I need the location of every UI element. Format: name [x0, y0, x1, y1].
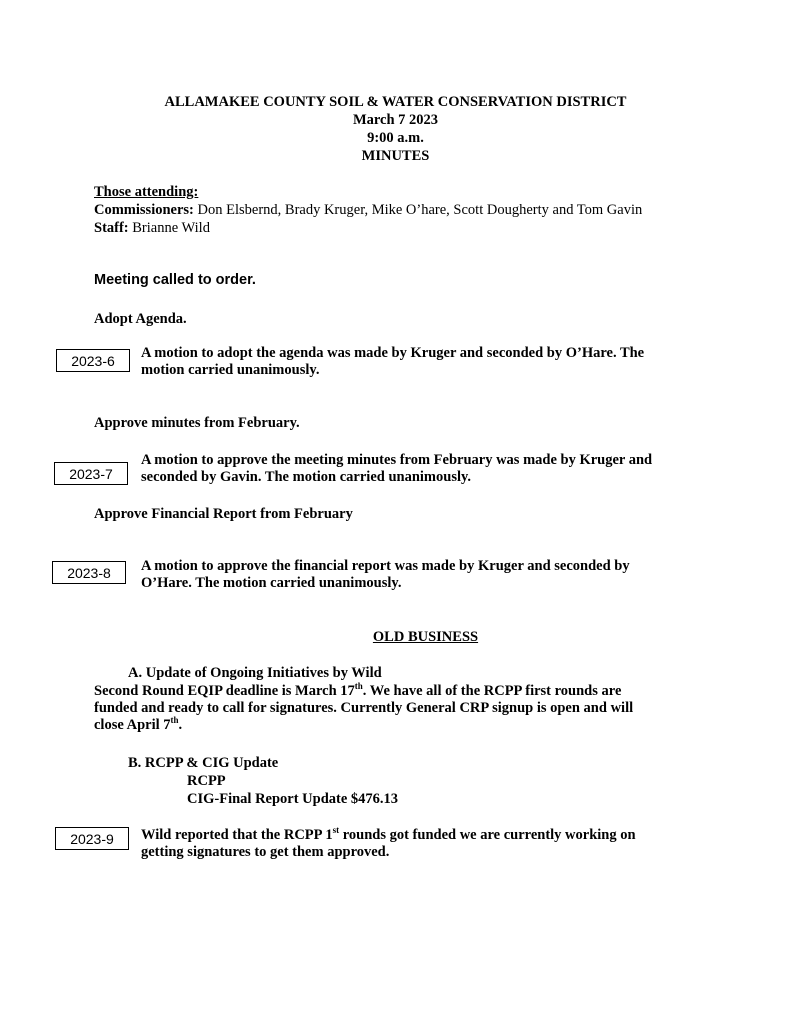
- old-business-heading: OLD BUSINESS: [372, 629, 479, 645]
- motion-line: getting signatures to get them approved.: [141, 844, 390, 860]
- item-a-line: Second Round EQIP deadline is March 17th. We have all of the RCPP first rounds are: [94, 681, 622, 699]
- motion-line: Wild reported that the RCPP 1st rounds got funded we are currently working on: [141, 825, 636, 843]
- item-b-sub: RCPP: [187, 773, 226, 789]
- motion-line: motion carried unanimously.: [141, 362, 320, 378]
- commissioners-line: [94, 202, 642, 219]
- motion-text: [141, 558, 630, 592]
- motion-number: 2023-6: [71, 352, 115, 369]
- item-b-heading: B. RCPP & CIG Update: [128, 755, 279, 771]
- staff-label: Staff:: [94, 220, 129, 236]
- motion-number-box: [54, 462, 128, 485]
- item-a-line: close April 7th.: [94, 715, 183, 733]
- staff-line: [94, 220, 210, 237]
- motion-text: [141, 452, 652, 486]
- commissioners-label: Commissioners:: [94, 202, 194, 218]
- motion-number-box: [52, 561, 126, 584]
- motion-line: seconded by Gavin. The motion carried unanimously.: [141, 469, 472, 485]
- motion-number: 2023-7: [69, 465, 113, 482]
- commissioners-names: Don Elsbernd, Brady Kruger, Mike O’hare, Scott Dougherty and Tom Gavin: [197, 202, 643, 218]
- motion-text: [141, 827, 636, 861]
- attendance-heading: Those attending:: [94, 184, 199, 200]
- motion-line: A motion to approve the meeting minutes from February was made by Kruger and: [141, 452, 653, 468]
- motion-number-box: [56, 349, 130, 372]
- item-b-sub: CIG-Final Report Update $476.13: [187, 791, 399, 807]
- adopt-agenda-heading: Adopt Agenda.: [94, 311, 187, 327]
- motion-line: A motion to approve the financial report was made by Kruger and seconded by: [141, 558, 630, 574]
- staff-names: Brianne Wild: [132, 220, 210, 236]
- item-a-heading: A. Update of Ongoing Initiatives by Wild: [128, 665, 382, 681]
- motion-number-box: [55, 827, 129, 850]
- approve-minutes-heading: Approve minutes from February.: [94, 415, 300, 431]
- approve-financial-heading: Approve Financial Report from February: [94, 506, 353, 522]
- item-a-line: funded and ready to call for signatures. Currently General CRP signup is open and will: [94, 700, 634, 716]
- motion-line: A motion to adopt the agenda was made by Kruger and seconded by O’Hare. The: [141, 345, 645, 361]
- meeting-date: March 7 2023: [352, 112, 439, 128]
- motion-number: 2023-9: [70, 830, 114, 847]
- document-title: MINUTES: [361, 148, 430, 164]
- motion-line: O’Hare. The motion carried unanimously.: [141, 575, 402, 591]
- motion-text: [141, 345, 644, 379]
- call-to-order: Meeting called to order.: [94, 272, 256, 288]
- organization-title: ALLAMAKEE COUNTY SOIL & WATER CONSERVATION DISTRICT: [164, 94, 627, 110]
- motion-number: 2023-8: [67, 564, 111, 581]
- meeting-time: 9:00 a.m.: [367, 130, 424, 146]
- item-a-body: [94, 683, 633, 734]
